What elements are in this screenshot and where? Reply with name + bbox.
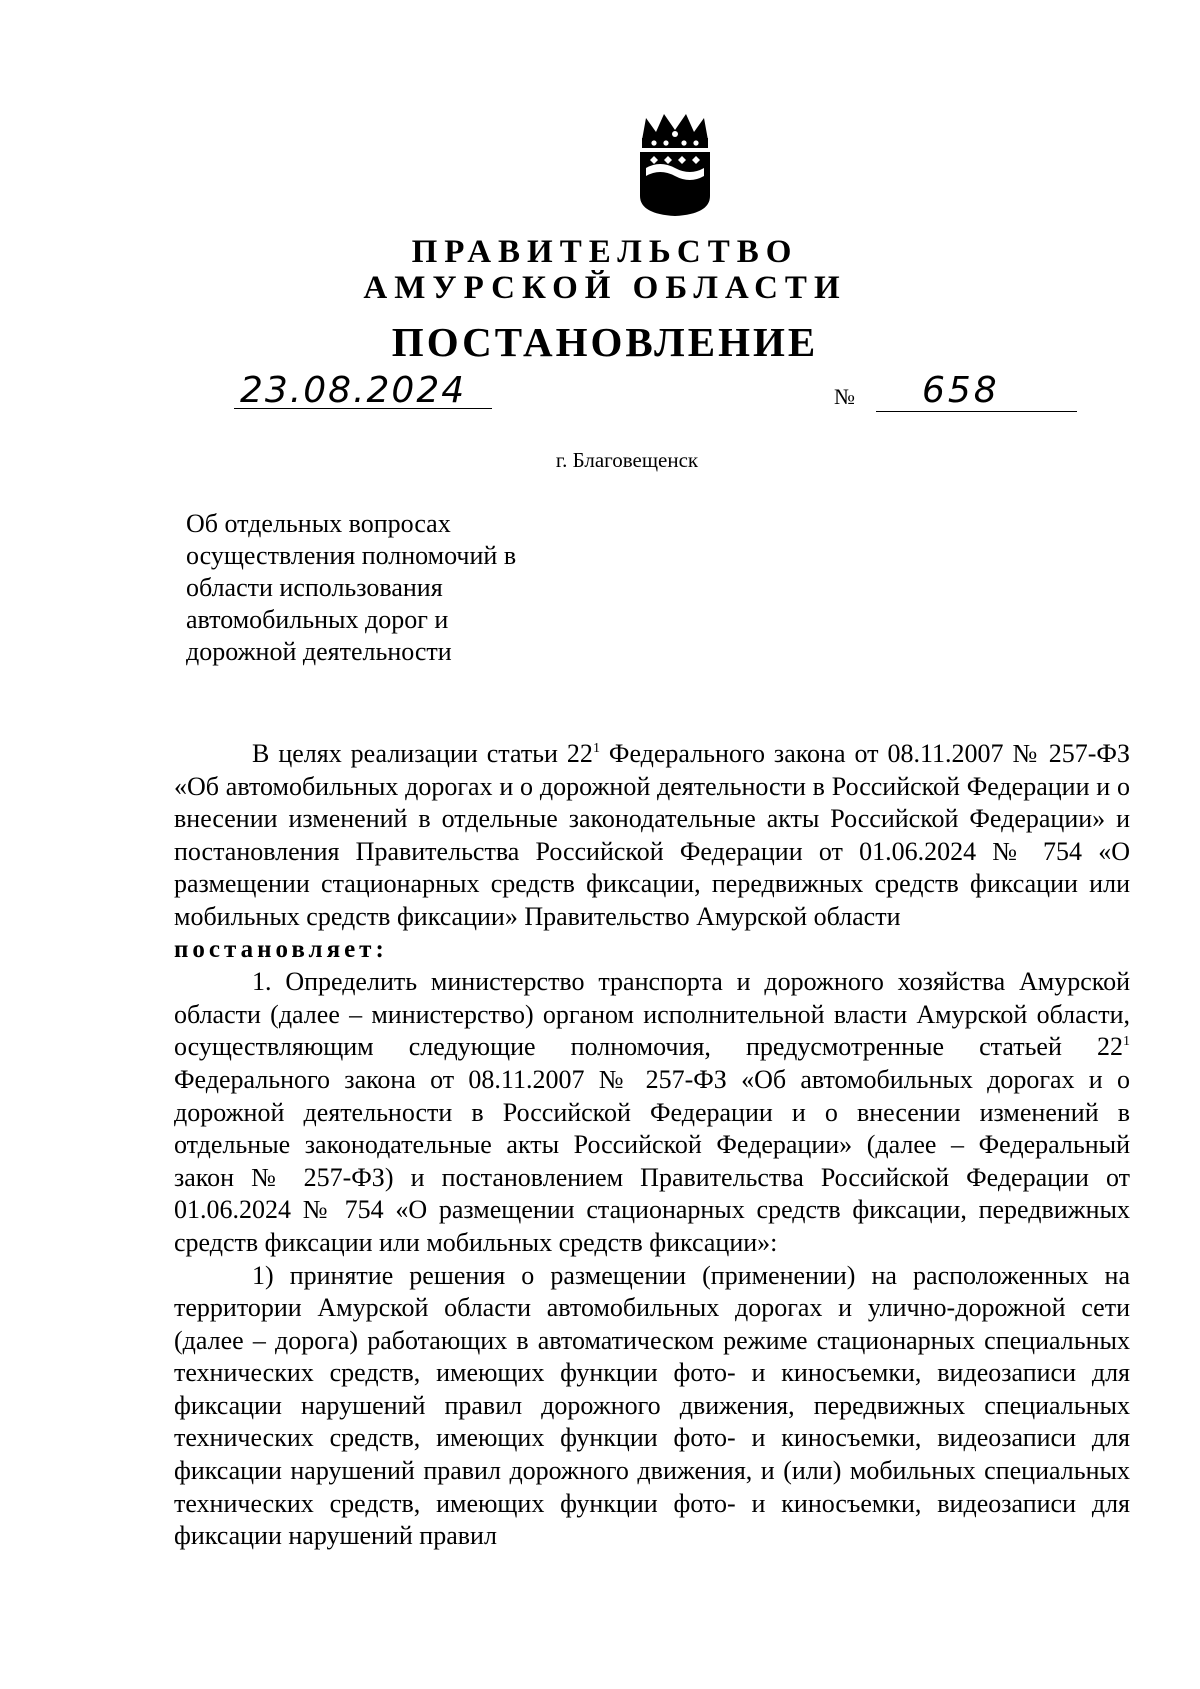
document-subject xyxy=(186,508,606,668)
item-1-paragraph xyxy=(174,966,1130,1259)
city-name: г. Благовещенск xyxy=(555,448,699,472)
item-1-1-paragraph: 1) принятие решения о размещении (применении) на расположенных на территории Амурской области автомобильных дорогах и улично-дорожной сети (далее – дорога) работающих в автоматическом режиме стационарных специальных технических средств, имеющих функции фото- и киносъемки, видеозаписи для фиксации нарушений правил дорожного движения, передвижных специальных технических средств, имеющих функции фото- и киносъемки, видеозаписи для фиксации нарушений правил дорожного движения, и (или) мобильных специальных технических средств, имеющих функции фото- и киносъемки, видеозаписи для фиксации нарушений правил xyxy=(174,1260,1130,1551)
preamble-paragraph xyxy=(174,738,1130,934)
number-underline xyxy=(876,411,1077,412)
number-sign: № xyxy=(834,384,855,409)
organization-name-line2: АМУРСКОЙ ОБЛАСТИ xyxy=(363,270,847,306)
document-body xyxy=(174,738,1130,1553)
amur-region-coat-of-arms-icon xyxy=(636,110,714,218)
subject-line: области использования xyxy=(186,573,443,602)
article-superscript: 1 xyxy=(592,741,600,756)
item-1-text-b: Федерального закона от 08.11.2007 № 257-ФЗ «Об автомобильных дорогах и о дорожной деятельности в Российской Федерации и о внесении изменений в отдельные законодательные акты Российской Федерации» (далее – Федеральный закон № 257-ФЗ) и постановлением Правительства Российской Федерации от 01.06.2024 № 754 «О размещении стационарных средств фиксации, передвижных средств фиксации или мобильных средств фиксации»: xyxy=(174,1064,1130,1257)
subject-line: Об отдельных вопросах xyxy=(186,509,451,538)
organization-name-line1: ПРАВИТЕЛЬСТВО xyxy=(411,234,799,270)
article-superscript: 1 xyxy=(1123,1034,1130,1050)
date-underline xyxy=(234,408,492,409)
preamble-text-a: В целях реализации статьи 22 xyxy=(252,739,593,768)
subject-line: осуществления полномочий в xyxy=(186,541,517,570)
document-number: 658 xyxy=(922,370,1000,411)
document-type-title: ПОСТАНОВЛЕНИЕ xyxy=(391,319,819,365)
subject-line: дорожной деятельности xyxy=(186,637,452,666)
document-date: 23.08.2024 xyxy=(240,370,467,411)
preamble-text-b: Федерального закона от 08.11.2007 № 257-ФЗ «Об автомобильных дорогах и о дорожной деятельности в Российской Федерации и о внесении изменений в отдельные законодательные акты Российской Федерации» и постановления Правительства Российской Федерации от 01.06.2024 № 754 «О размещении стационарных средств фиксации, передвижных средств фиксации или мобильных средств фиксации» Правительство Амурской области xyxy=(174,739,1130,931)
item-1-text-a: 1. Определить министерство транспорта и дорожного хозяйства Амурской области (далее – министерство) органом исполнительной власти Амурской области, осуществляющим следующие полномочия, предусмотренные статьей 22 xyxy=(174,967,1130,1062)
subject-line: автомобильных дорог и xyxy=(186,605,449,634)
resolves-keyword: постановляет: xyxy=(174,935,388,963)
